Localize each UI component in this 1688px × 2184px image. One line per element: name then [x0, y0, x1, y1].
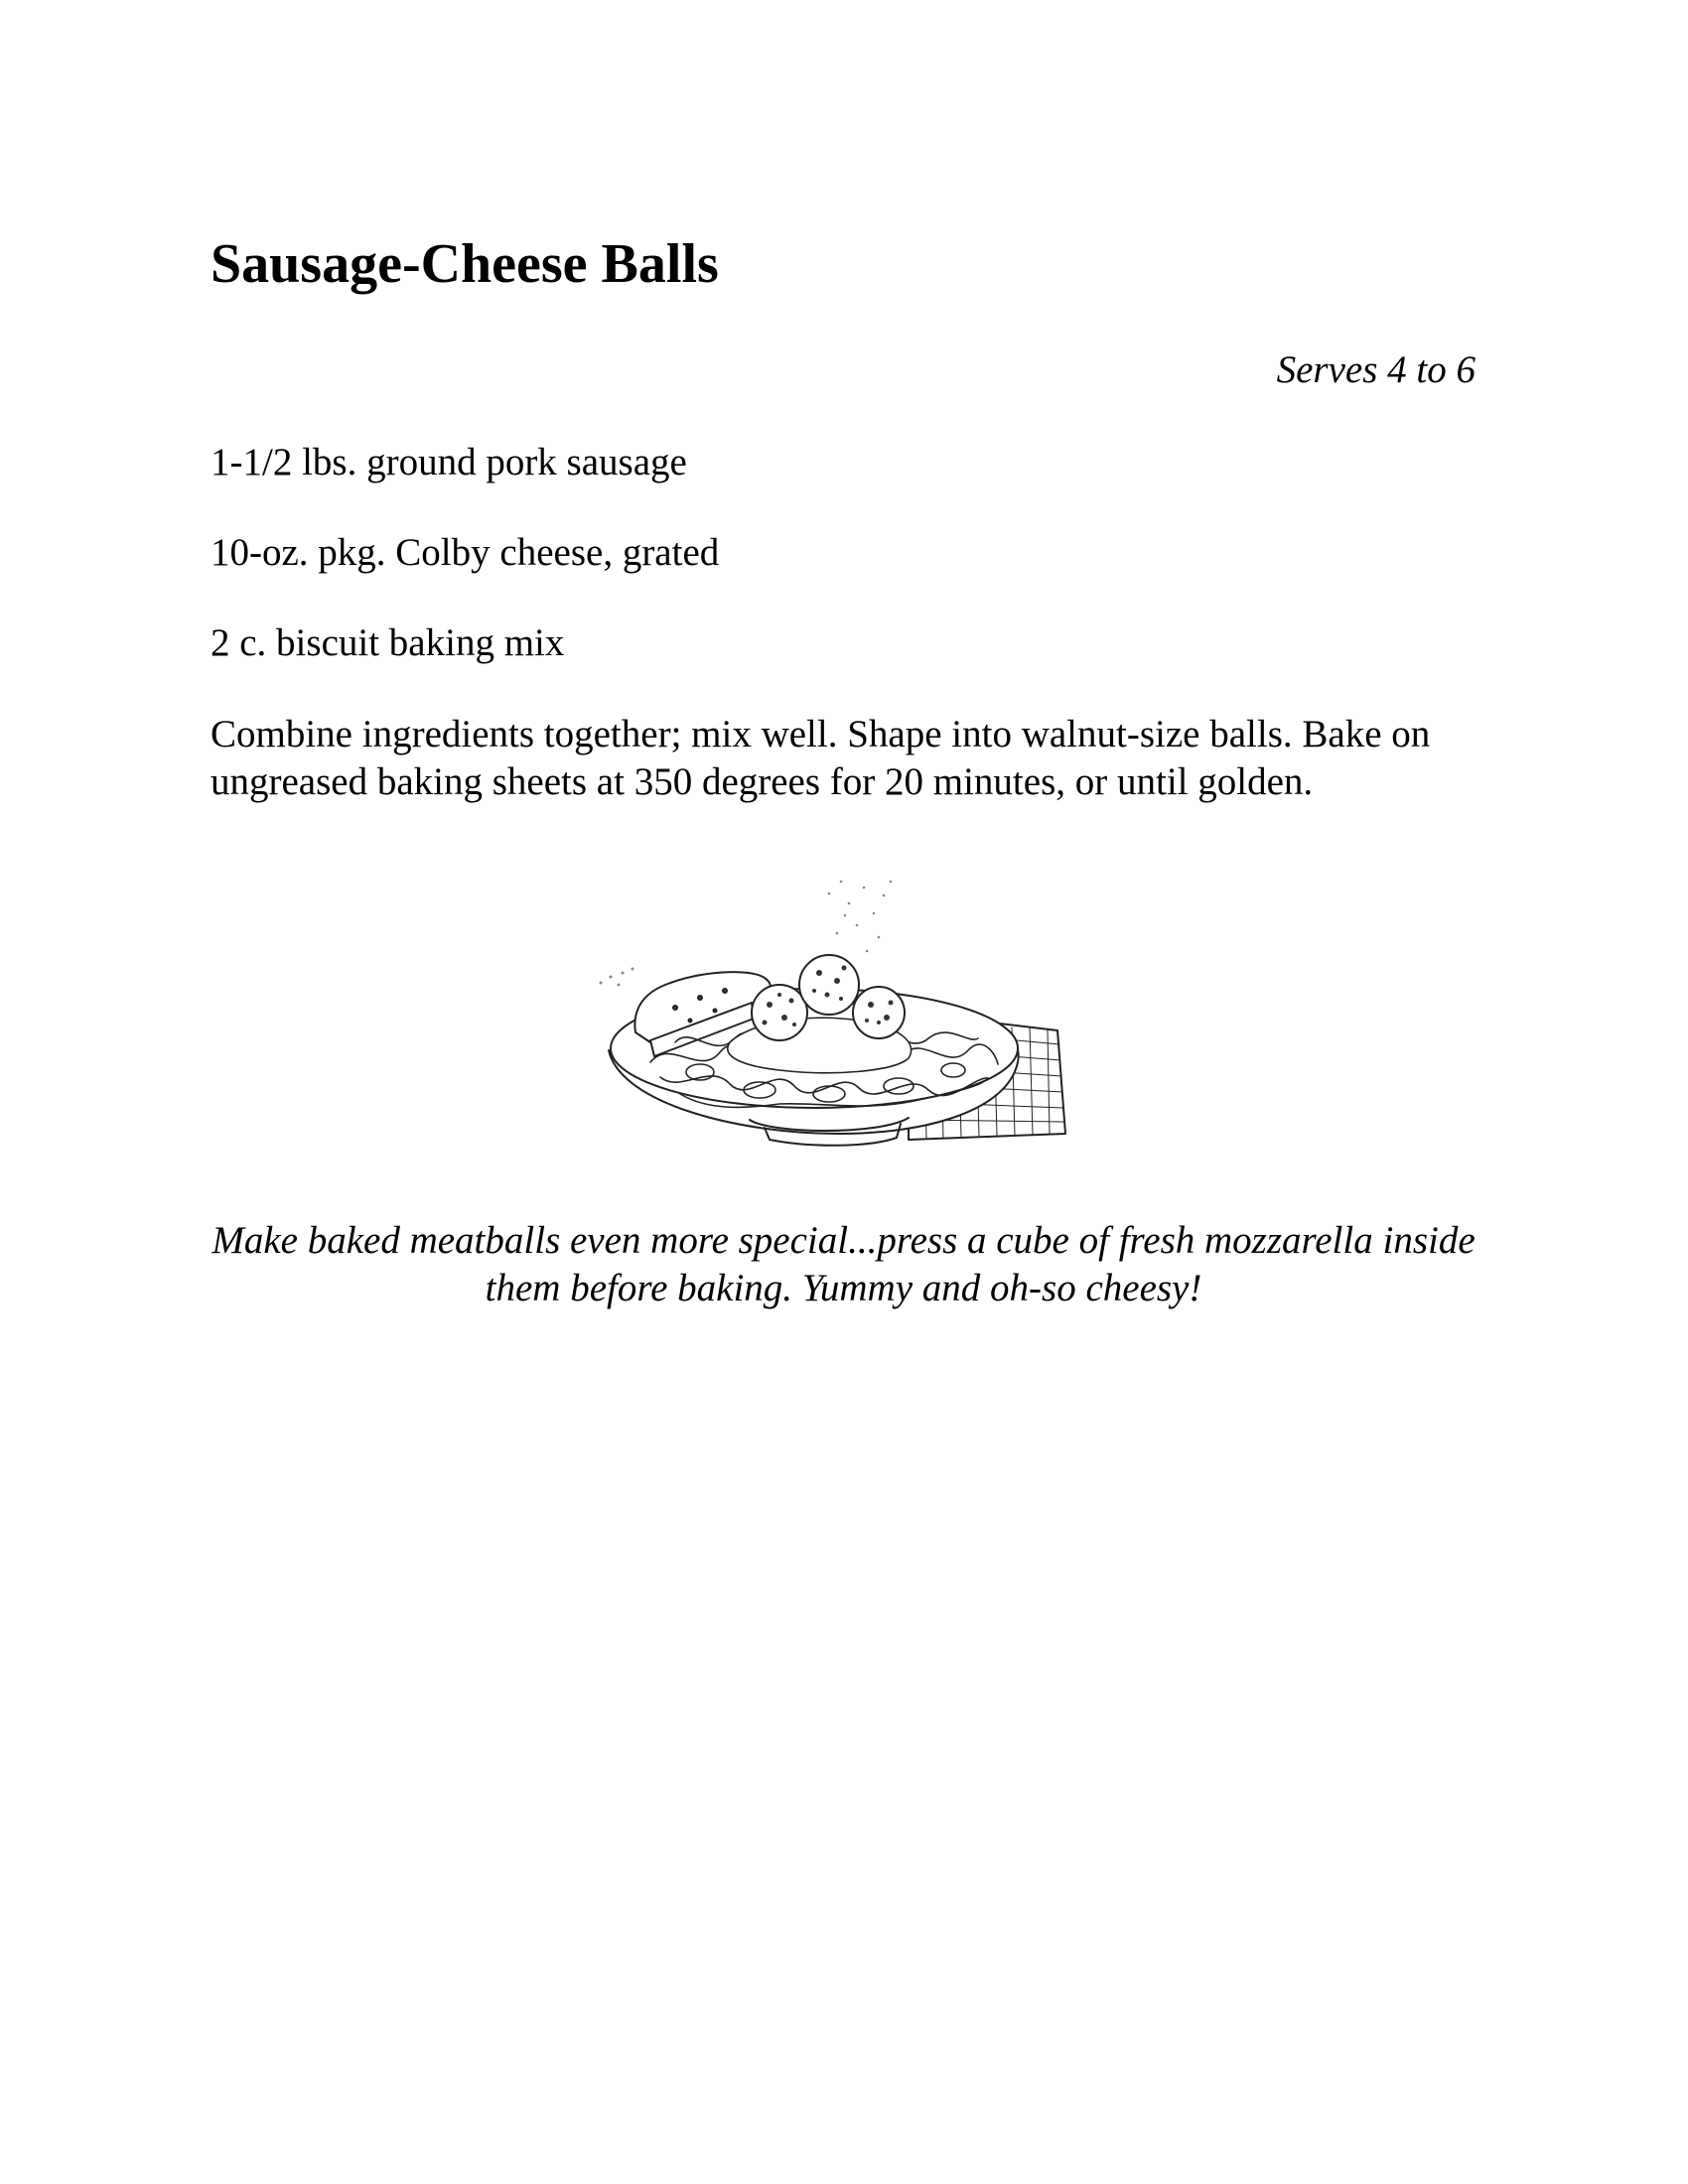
recipe-title: Sausage-Cheese Balls: [211, 233, 719, 295]
ingredient-item: 10-oz. pkg. Colby cheese, grated: [211, 531, 720, 574]
ingredient-item: 1-1/2 lbs. ground pork sausage: [211, 441, 687, 483]
ingredient-item: 2 c. biscuit baking mix: [211, 621, 565, 664]
recipe-tip: Make baked meatballs even more special...press a cube of fresh mozzarella inside them before baking. Yummy and oh-so cheesy!: [211, 1219, 1476, 1309]
recipe-directions: Combine ingredients together; mix well. Shape into walnut-size balls. Bake on ungreased baking sheets at 350 degrees for 20 minutes, or until golden.: [211, 713, 1431, 803]
spaghetti-meatballs-plate-icon: [581, 874, 1067, 1157]
ingredient-list: [211, 441, 719, 712]
serving-size: Serves 4 to 6: [1276, 348, 1476, 391]
